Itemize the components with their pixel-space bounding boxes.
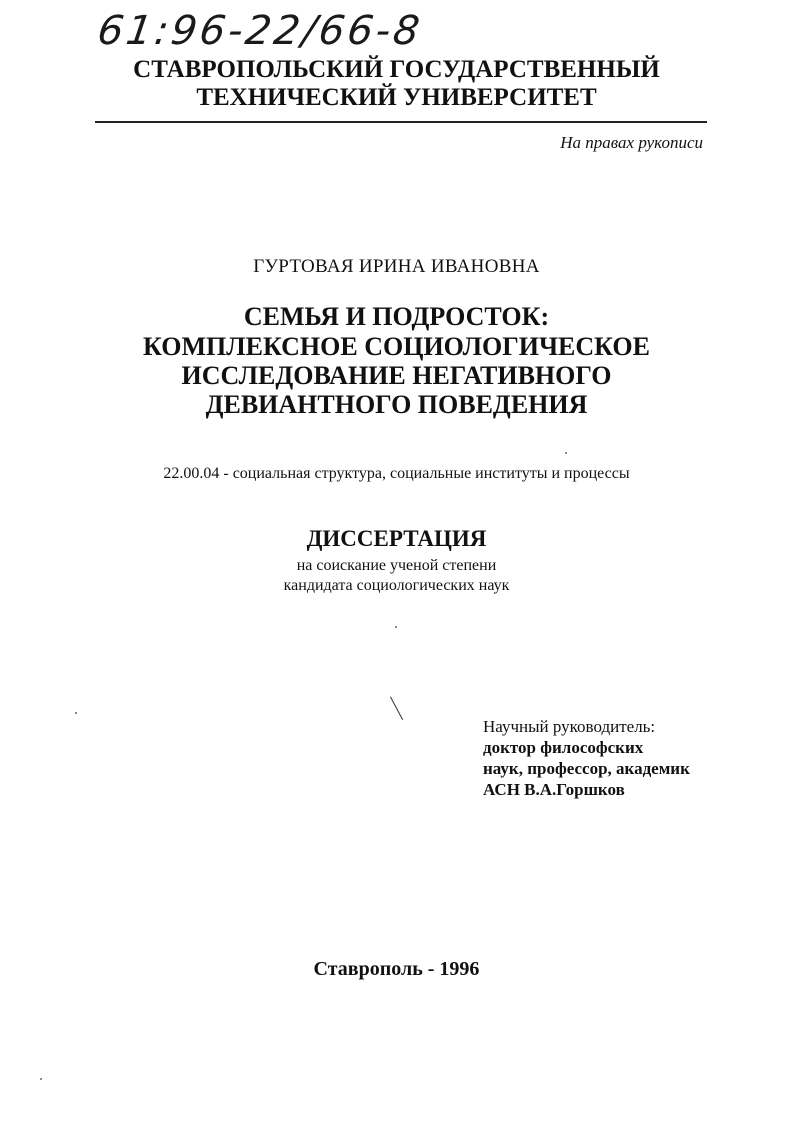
specialty-code: 22.00.04 - социальная структура, социальные институты и процессы bbox=[163, 465, 630, 482]
scan-speck bbox=[75, 712, 77, 714]
document-type: ДИССЕРТАЦИЯ bbox=[306, 526, 487, 551]
degree-line-1: на соискание ученой степени bbox=[296, 557, 497, 574]
advisor-line-2: наук, профессор, академик bbox=[483, 759, 690, 778]
advisor-line-3: АСН В.А.Горшков bbox=[483, 780, 625, 799]
scan-speck bbox=[565, 452, 567, 454]
advisor-label: Научный руководитель: bbox=[483, 717, 656, 736]
degree-line-2: кандидата социологических наук bbox=[283, 577, 510, 594]
scan-speck bbox=[395, 626, 397, 628]
advisor-line-1: доктор философских bbox=[483, 738, 644, 757]
handwritten-archive-number: 61:96-22/66-8 bbox=[94, 8, 426, 54]
author-name: ГУРТОВАЯ ИРИНА ИВАНОВНА bbox=[253, 256, 540, 277]
title-line-2: КОМПЛЕКСНОЕ СОЦИОЛОГИЧЕСКОЕ bbox=[143, 332, 650, 361]
university-name-line-2: ТЕХНИЧЕСКИЙ УНИВЕРСИТЕТ bbox=[196, 84, 597, 111]
scientific-advisor-block bbox=[483, 716, 690, 800]
header-divider bbox=[95, 121, 707, 123]
university-name-line-1: СТАВРОПОЛЬСКИЙ ГОСУДАРСТВЕННЫЙ bbox=[133, 56, 660, 83]
manuscript-rights-note: На правах рукописи bbox=[560, 133, 703, 152]
place-and-year: Ставрополь - 1996 bbox=[313, 958, 480, 980]
title-line-3: ИССЛЕДОВАНИЕ НЕГАТИВНОГО bbox=[181, 361, 612, 390]
title-line-1: СЕМЬЯ И ПОДРОСТОК: bbox=[243, 302, 550, 331]
scan-stroke-mark bbox=[390, 697, 403, 720]
title-line-4: ДЕВИАНТНОГО ПОВЕДЕНИЯ bbox=[205, 390, 588, 419]
scan-speck bbox=[40, 1078, 42, 1080]
